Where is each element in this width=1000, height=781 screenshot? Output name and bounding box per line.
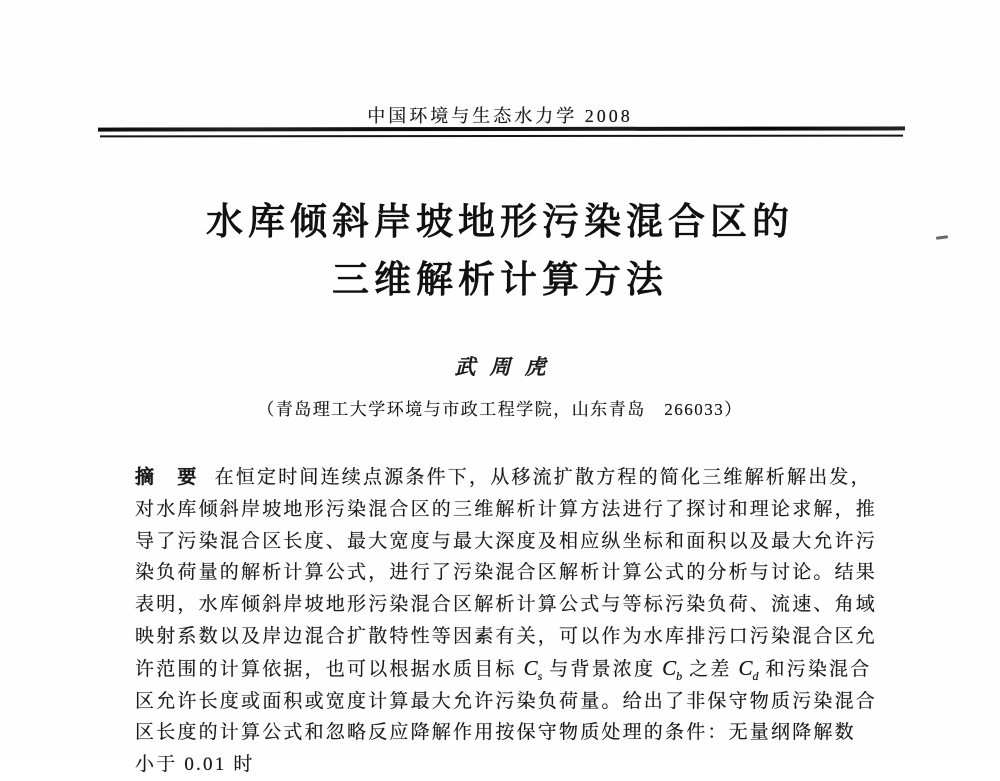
journal-header: 中国环境与生态水力学 2008 [367, 106, 633, 126]
abstract-line: 许范围的计算依据，也可以根据水质目标 $C_s$ 与背景浓度 $C_b$ 之差 $C_d$ 和污染混合 [135, 655, 872, 683]
header-rule-thin [100, 135, 903, 138]
abstract-label: 摘 要 [135, 467, 199, 488]
abstract-line [135, 462, 895, 494]
header-rule-thick [98, 126, 905, 131]
abstract-line: 导了污染混合区长度、最大宽度与最大深度及相应纵坐标和面积以及最大允许污 [135, 530, 878, 552]
abstract-line-clipped: 小于 0.01 时 [135, 754, 255, 776]
abstract-line: 对水库倾斜岸坡地形污染混合区的三维解析计算方法进行了探讨和理论求解，推 [135, 498, 878, 520]
abstract-line: 区长度的计算公式和忽略反应降解作用按保守物质处理的条件：无量纲降解数 [135, 722, 856, 744]
paper-title-line-2: 三维解析计算方法 [332, 259, 668, 300]
affiliation: （青岛理工大学环境与市政工程学院，山东青岛 266033） [257, 400, 743, 419]
paper-title-line-1: 水库倾斜岸坡地形污染混合区的 [206, 201, 794, 242]
abstract-line: 映射系数以及岸边混合扩散特性等因素有关，可以作为水库排污口污染混合区允 [135, 625, 878, 647]
abstract-line: 表明，水库倾斜岸坡地形污染混合区解析计算公式与等标污染负荷、流速、角域 [135, 594, 878, 616]
abstract-block [135, 462, 895, 781]
abstract-line: 染负荷量的解析计算公式，进行了污染混合区解析计算公式的分析与讨论。结果 [135, 562, 878, 584]
abstract-line-text: 在恒定时间连续点源条件下，从移流扩散方程的简化三维解析解出发， [214, 467, 872, 488]
paper-title [0, 193, 1000, 309]
author-name: 武周虎 [454, 355, 560, 379]
abstract-line: 区允许长度或面积或宽度计算最大允许污染负荷量。给出了非保守物质污染混合 [135, 690, 878, 712]
